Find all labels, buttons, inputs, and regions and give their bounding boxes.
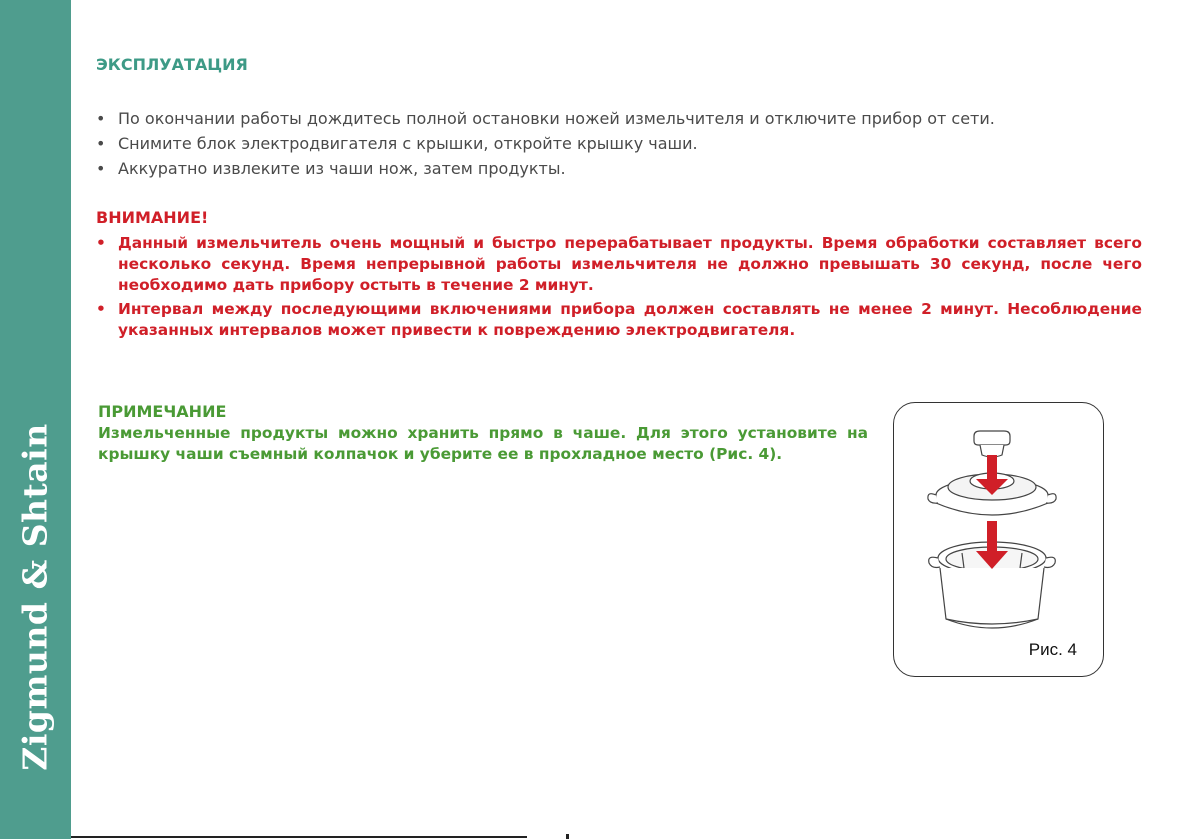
- figure-caption: Рис. 4: [1028, 640, 1077, 659]
- figure-panel: [893, 402, 1104, 677]
- list-item: • Данный измельчитель очень мощный и быстро перерабатывает продукты. Время обработки составляет всего несколько секунд. Время непрерывной работы измельчителя не должно превышать 30 секунд, после чего необходимо дать прибору остыть в течение 2 минут.: [96, 233, 1142, 296]
- list-item: • Интервал между последующими включениями прибора должен составлять не менее 2 минут. Несоблюдение указанных интервалов может привести к повреждению электродвигателя.: [96, 299, 1142, 341]
- chopper-illustration: [894, 403, 1105, 678]
- warning-list: [96, 233, 1142, 344]
- brand-logo: Zigmund & Shtain: [15, 423, 55, 771]
- note-text: Измельченные продукты можно хранить прямо в чаше. Для этого установите на крышку чаши съемный колпачок и уберите ее в прохладное место (Рис. 4).: [98, 424, 868, 463]
- crop-mark: [566, 834, 569, 839]
- brand-sidebar: [0, 0, 71, 839]
- warning-heading: ВНИМАНИЕ!: [96, 208, 209, 227]
- note-heading: ПРИМЕЧАНИЕ: [98, 402, 227, 421]
- operation-list: [96, 106, 1146, 181]
- bottom-rule: [71, 836, 527, 838]
- operation-heading: ЭКСПЛУАТАЦИЯ: [96, 55, 248, 74]
- list-item: • Снимите блок электродвигателя с крышки, откройте крышку чаши.: [96, 131, 1146, 156]
- list-item: • Аккуратно извлеките из чаши нож, затем продукты.: [96, 156, 1146, 181]
- list-item: • По окончании работы дождитесь полной остановки ножей измельчителя и отключите прибор от сети.: [96, 106, 1146, 131]
